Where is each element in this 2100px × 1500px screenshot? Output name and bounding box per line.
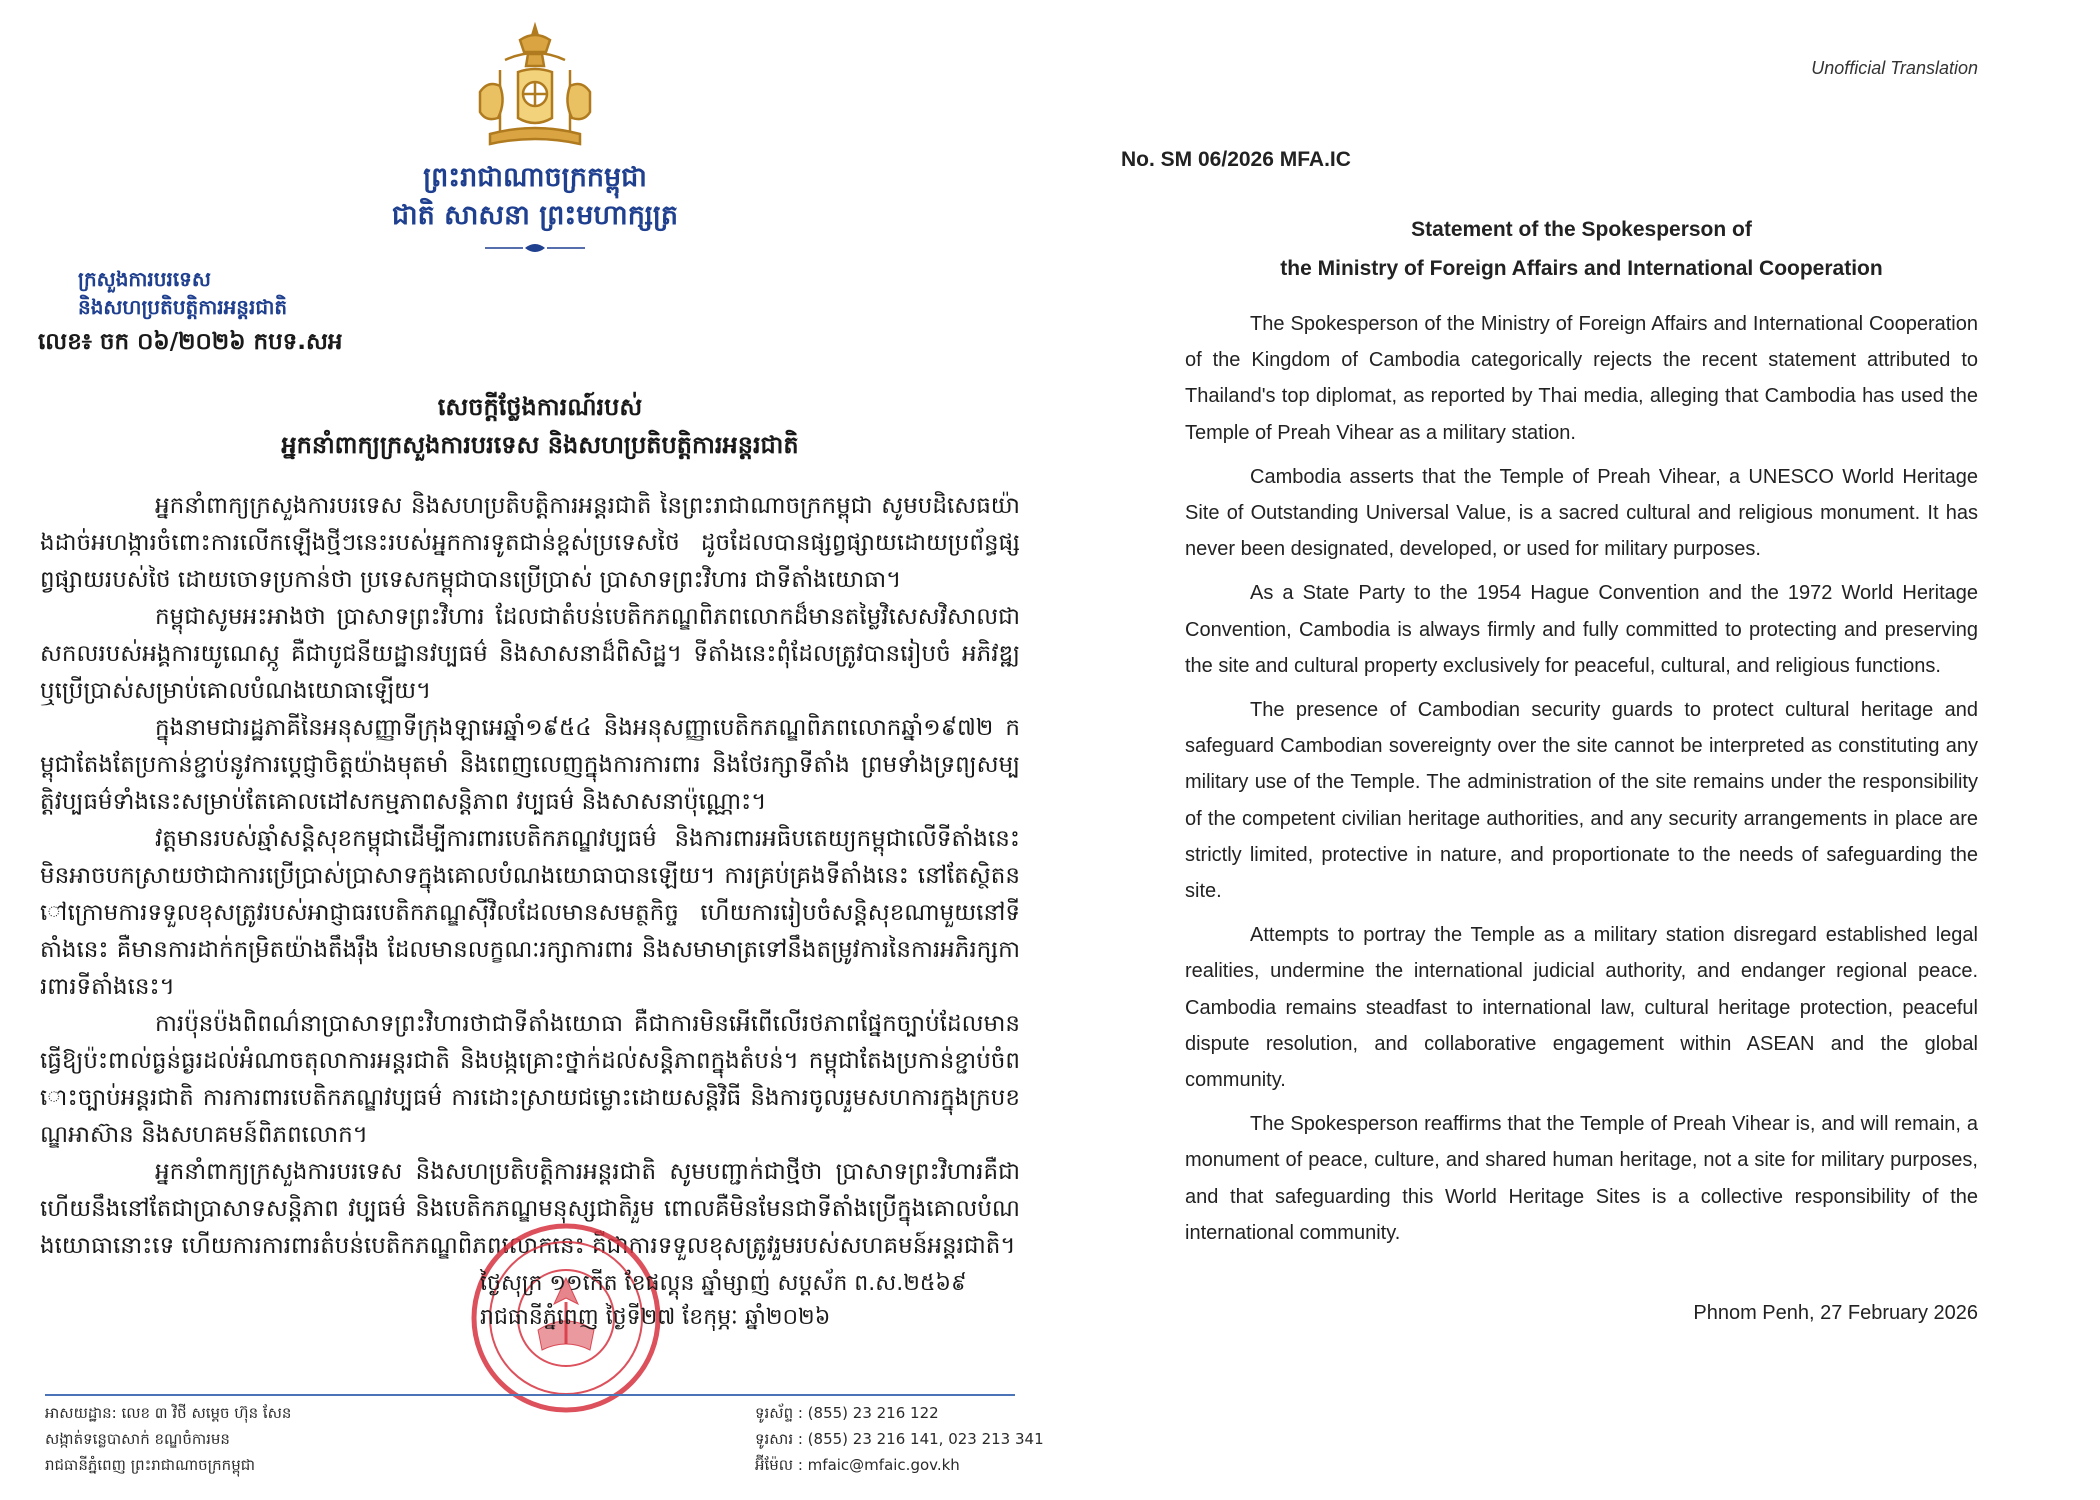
footer-contacts [755,1400,1055,1478]
body-paragraph-en: The Spokesperson of the Ministry of Foreign Affairs and International Cooperation of the Kingdom of Cambodia categorically rejects the recent statement attributed to Thailand's top diplomat, as reported by Thai media, alleging that Cambodia has used the Temple of Preah Vihear as a military station. [1185,313,1978,444]
footer-divider [45,1394,1015,1396]
body-paragraph-en: Attempts to portray the Temple as a military station disregard established legal realities, undermine the international judicial authority, and endanger regional peace. Cambodia remains steadfast to international law, cultural heritage protection, peaceful dispute resolution, and collaborative engagement within ASEAN and the global community. [1185,924,1978,1092]
place-date: រាជធានីភ្នំពេញ ថ្ងៃទី២៧ ខែកុម្ភៈ ឆ្នាំ២០២៦ [480,1305,831,1330]
ministry-name: ក្រសួងការបរទេស [78,267,211,291]
english-translation-page [1060,0,2100,1500]
footer-phone: ទូរស័ព្ទ : (855) 23 216 122 [755,1404,939,1422]
unofficial-translation-label: Unofficial Translation [1811,58,1978,78]
body-paragraph-en: The presence of Cambodian security guards to protect cultural heritage and safeguard Cambodian sovereignty over the site cannot be interpreted as constituting any military use of the Temple. The administration of the site remains under the responsibility of the competent civilian heritage authorities, and any security arrangements in place are strictly limited, protective in nature, and proportionate to the needs of safeguarding the site. [1185,699,1978,903]
kingdom-title: ព្រះរាជាណាចក្រកម្ពុជា [423,162,647,193]
body-paragraph: អ្នកនាំពាក្យក្រសួងការបរទេស និងសហប្រតិបត្តិការអន្តរជាតិ សូមបញ្ជាក់ជាថ្មីថា ប្រាសាទព្រះវិហារគឺជាហើយនឹងនៅតែជាប្រាសាទសន្តិភាព វប្បធម៌ និងបេតិកភណ្ឌមនុស្សជាតិរួម ពោលគឺមិនមែនជាទីតាំងប្រើក្នុងគោលបំណងយោធានោះទេ ហើយការការពារតំបន់បេតិកភណ្ឌពិភពលោកនេះ គឺជាការទទួលខុសត្រូវរួមរបស់សហគមន៍អន្តរជាតិ។ [40,1159,1020,1259]
reference-number-en: No. SM 06/2026 MFA.IC [1121,148,1351,171]
footer-address-line: សង្កាត់ទន្លេបាសាក់ ខណ្ឌចំការមន [45,1430,230,1448]
body-paragraph-en: Cambodia asserts that the Temple of Preah Vihear, a UNESCO World Heritage Site of Outstanding Universal Value, is a sacred cultural and religious monument. It has never been designated, developed, or used for military purposes. [1185,465,1978,561]
body-paragraph: កម្ពុជាសូមអះអាងថា ប្រាសាទព្រះវិហារ ដែលជាតំបន់បេតិកភណ្ឌពិភពលោកដ៏មានតម្លៃវិសេសវិសាលជាសកលរបស់អង្គការយូណេស្កូ គឺជាបូជនីយដ្ឋានវប្បធម៌ និងសាសនាដ៏ពិសិដ្ឋ។ ទីតាំងនេះពុំដែលត្រូវបានរៀបចំ អភិវឌ្ឍ ឬប្រើប្រាស់សម្រាប់គោលបំណងយោធាឡើយ។ [40,604,1020,704]
body-paragraph-en: The Spokesperson reaffirms that the Temple of Preah Vihear is, and will remain, a monument of peace, culture, and shared human heritage, not a site for military purposes, and that safeguarding this World Heritage Sites is a collective responsibility of the international community. [1185,1113,1978,1244]
statement-body-en [1185,306,1978,1259]
royal-coat-of-arms-icon [460,22,610,152]
statement-subtitle-en: the Ministry of Foreign Affairs and International Cooperation [1280,257,1883,280]
place-date-en: Phnom Penh, 27 February 2026 [1693,1302,1978,1324]
body-paragraph: វត្តមានរបស់ឆ្មាំសន្តិសុខកម្ពុជាដើម្បីការពារបេតិកភណ្ឌវប្បធម៌ និងការពារអធិបតេយ្យកម្ពុជាលើទីតាំងនេះ មិនអាចបកស្រាយថាជាការប្រើប្រាស់ប្រាសាទក្នុងគោលបំណងយោធាបានឡើយ។ ការគ្រប់គ្រងទីតាំងនេះ នៅតែស្ថិតនៅក្រោមការទទួលខុសត្រូវរបស់អាជ្ញាធរបេតិកភណ្ឌស៊ីវិលដែលមានសមត្ថកិច្ច ហើយការរៀបចំសន្តិសុខណាមួយនៅទីតាំងនេះ គឺមានការដាក់កម្រិតយ៉ាងតឹងរ៉ឹង ដែលមានលក្ខណៈរក្សាការពារ និងសមាមាត្រទៅនឹងតម្រូវការនៃការអភិរក្សការពារទីតាំងនេះ។ [40,826,1020,1000]
footer-address-line: អាសយដ្ឋាន: លេខ ៣ វិថី សម្តេច ហ៊ុន សែន [45,1404,292,1422]
ministry-name-line2: និងសហប្រតិបត្តិការអន្តរជាតិ [78,295,288,319]
footer-address-line: រាជធានីភ្នំពេញ ព្រះរាជាណាចក្រកម្ពុជា [45,1456,255,1474]
footer-address [45,1400,545,1478]
statement-title-en: Statement of the Spokesperson of [1411,218,1752,241]
body-paragraph: អ្នកនាំពាក្យក្រសួងការបរទេស និងសហប្រតិបត្តិការអន្តរជាតិ នៃព្រះរាជាណាចក្រកម្ពុជា សូមបដិសេធយ៉ាងដាច់អហង្ការចំពោះការលើកឡើងថ្មីៗនេះរបស់អ្នកការទូតជាន់ខ្ពស់ប្រទេសថៃ ដូចដែលបានផ្សព្វផ្សាយដោយប្រព័ន្ធផ្សព្វផ្សាយរបស់ថៃ ដោយចោទប្រកាន់ថា ប្រទេសកម្ពុជាបានប្រើប្រាស់ ប្រាសាទព្រះវិហារ ជាទីតាំងយោធា។ [40,493,1020,593]
footer-fax: ទូរសារ : (855) 23 216 141, 023 213 341 [755,1430,1044,1448]
statement-body [40,488,1020,1265]
statement-subtitle: អ្នកនាំពាក្យក្រសួងការបរទេស និងសហប្រតិបត្តិការអន្តរជាតិ [281,431,799,459]
footer-email: អ៊ីម៉ែល : mfaic@mfaic.gov.kh [755,1456,960,1474]
body-paragraph: ការប៉ុនប៉ងពិពណ៌នាប្រាសាទព្រះវិហារថាជាទីតាំងយោធា គឺជាការមិនអើពើលើរថភាពផ្នែកច្បាប់ដែលមាន ធ្វើឱ្យប៉ះពាល់ធ្ងន់ធ្ងរដល់អំណាចតុលាការអន្តរជាតិ និងបង្កគ្រោះថ្នាក់ដល់សន្តិភាពក្នុងតំបន់។ កម្ពុជាតែងប្រកាន់ខ្ជាប់ចំពោះច្បាប់អន្តរជាតិ ការការពារបេតិកភណ្ឌវប្បធម៌ ការដោះស្រាយជម្លោះដោយសន្តិវិធី និងការចូលរួមសហការក្នុងក្របខណ្ឌអាស៊ាន និងសហគមន៍ពិភពលោក។ [40,1011,1020,1148]
body-paragraph: ក្នុងនាមជារដ្ឋភាគីនៃអនុសញ្ញាទីក្រុងឡាអេឆ្នាំ១៩៥៤ និងអនុសញ្ញាបេតិកភណ្ឌពិភពលោកឆ្នាំ១៩៧២ កម្ពុជាតែងតែប្រកាន់ខ្ជាប់នូវការប្តេជ្ញាចិត្តយ៉ាងមុតមាំ និងពេញលេញក្នុងការការពារ និងថែរក្សាទីតាំង ព្រមទាំងទ្រព្យសម្បត្តិវប្បធម៌ទាំងនេះសម្រាប់តែគោលដៅសកម្មភាពសន្តិភាព វប្បធម៌ និងសាសនាប៉ុណ្ណោះ។ [40,715,1020,815]
ornament-divider-icon [485,242,585,254]
body-paragraph-en: As a State Party to the 1954 Hague Convention and the 1972 World Heritage Convention, Cambodia is always firmly and fully committed to protecting and preserving the site and cultural property exclusively for peaceful, cultural, and religious functions. [1185,582,1978,677]
statement-title: សេចក្តីថ្លែងការណ៍របស់ [437,393,643,421]
lunar-date: ថ្ងៃសុក្រ ១១កើត ខែផល្គុន ឆ្នាំម្សាញ់ សប្តស័ក ព.ស.២៥៦៩ [480,1271,967,1296]
reference-number: លេខ៖ ចក ០៦/២០២៦ កបទ.សអ [38,329,343,355]
national-motto: ជាតិ សាសនា ព្រះមហាក្សត្រ [391,200,679,231]
